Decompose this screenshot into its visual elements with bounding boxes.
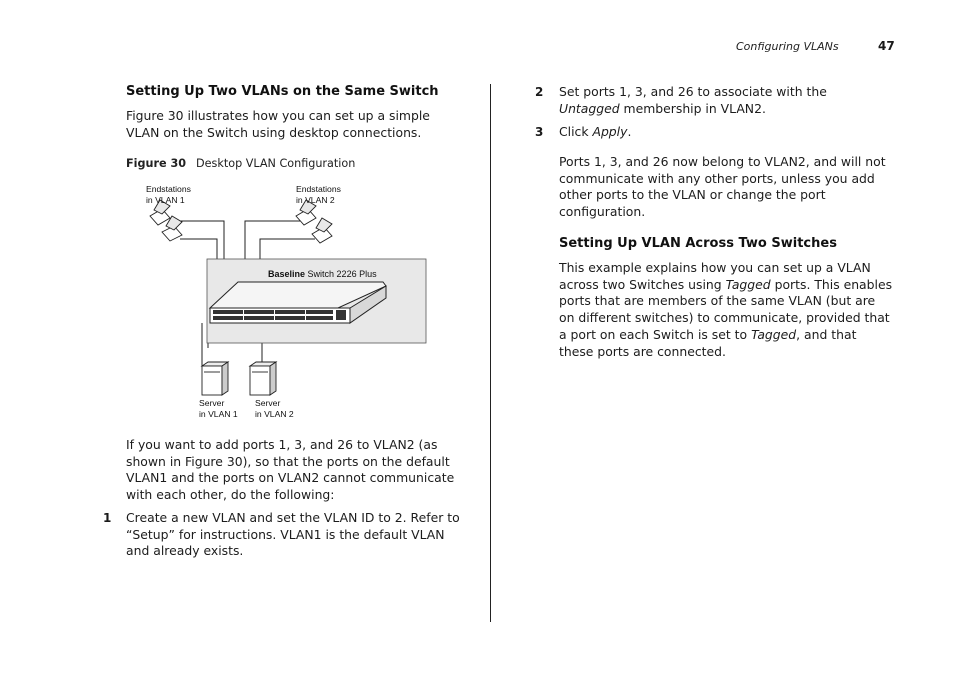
section-heading-same-switch: Setting Up Two VLANs on the Same Switch bbox=[126, 84, 439, 99]
server-vlan2-label: Server in VLAN 2 bbox=[255, 398, 294, 419]
switch-label: Baseline Switch 2226 Plus bbox=[268, 269, 377, 279]
server-icon bbox=[202, 362, 228, 395]
figure-label: Figure 30 bbox=[126, 157, 187, 170]
step-number: 1 bbox=[103, 511, 112, 525]
vlan-diagram bbox=[140, 182, 430, 422]
step-number: 2 bbox=[535, 85, 544, 99]
server-icon bbox=[250, 362, 276, 395]
laptop-icon bbox=[296, 200, 332, 243]
intro-paragraph: Figure 30 illustrates how you can set up a simple VLAN on the Switch using desktop connections. bbox=[126, 108, 430, 140]
step-1-text: Create a new VLAN and set the VLAN ID to 2. Refer to “Setup” for instructions. VLAN1 is the default VLAN and already exists. bbox=[126, 510, 460, 559]
switch-icon bbox=[210, 282, 386, 323]
result-paragraph: Ports 1, 3, and 26 now belong to VLAN2, and will not communicate with any other ports, unless you add other ports to the VLAN or change the port configuration. bbox=[559, 154, 886, 220]
page-number: 47 bbox=[878, 39, 895, 53]
section-heading-two-switches: Setting Up VLAN Across Two Switches bbox=[559, 236, 837, 251]
server-vlan1-label: Server in VLAN 1 bbox=[199, 398, 238, 419]
step-number: 3 bbox=[535, 125, 544, 139]
after-figure-paragraph: If you want to add ports 1, 3, and 26 to VLAN2 (as shown in Figure 30), so that the ports on the default VLAN1 and the ports on VLAN2 cannot communicate with each other, do the following: bbox=[126, 437, 455, 503]
laptop-icon bbox=[150, 200, 182, 241]
column-divider bbox=[490, 84, 491, 622]
figure-title: Desktop VLAN Configuration bbox=[196, 157, 356, 170]
endstations-vlan1-label: Endstations in VLAN 1 bbox=[146, 184, 191, 205]
running-head: Configuring VLANs bbox=[736, 40, 839, 53]
endstations-vlan2-label: Endstations in VLAN 2 bbox=[296, 184, 341, 205]
two-switches-paragraph: This example explains how you can set up a VLAN across two Switches using Tagged ports. This enables ports that are members of the same VLAN (but are on different switches) to communicate, provided that a port on each Switch is set to Tagged, and that these ports are connected. bbox=[559, 260, 893, 359]
step-3-text: Click Apply. bbox=[559, 124, 632, 139]
figure-caption bbox=[126, 157, 355, 170]
step-2-text: Set ports 1, 3, and 26 to associate with the Untagged membership in VLAN2. bbox=[559, 84, 827, 116]
